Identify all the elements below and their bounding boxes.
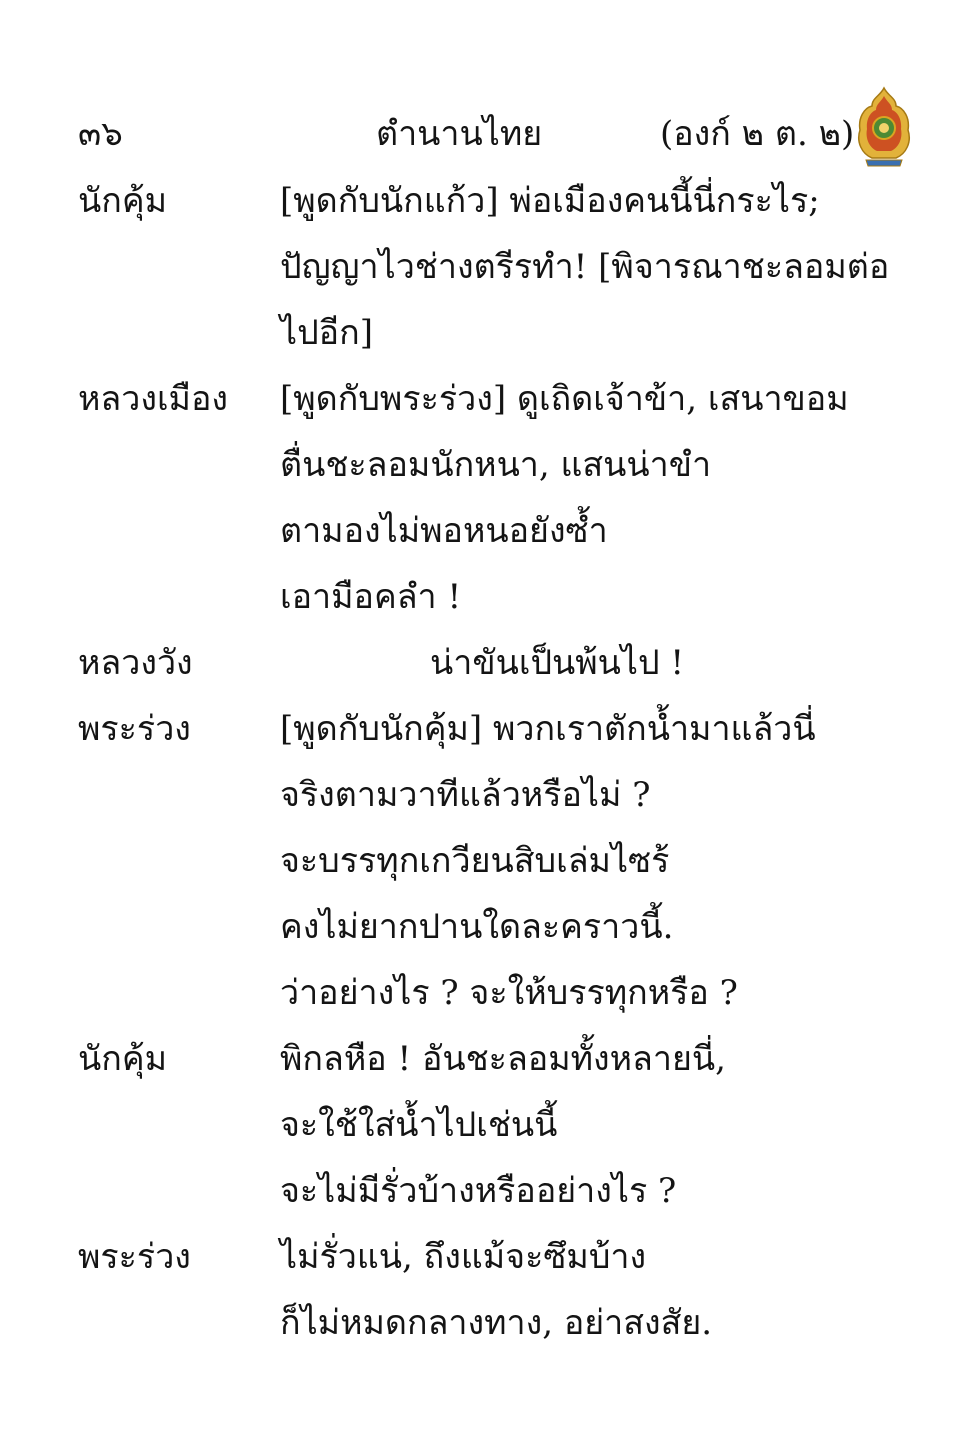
dialogue-text: จริงตามวาทีแล้วหรือไม่ ? (280, 775, 651, 815)
dialogue-text: คงไม่ยากปานใดละคราวนี้. (280, 907, 674, 947)
dialogue-text: พิกลหือ ! อันชะลอมทั้งหลายนี่, (280, 1039, 726, 1079)
dialogue-text: เอามือคลำ ! (280, 577, 462, 617)
dialogue-text: [พูดกับนักคุ้ม] พวกเราตักน้ำมาแล้วนี่ (280, 709, 816, 749)
dialogue-text: ว่าอย่างไร ? จะให้บรรทุกหรือ ? (280, 973, 738, 1013)
script-line (0, 234, 968, 300)
script-line (0, 1158, 968, 1224)
dialogue-text: จะใช้ใส่น้ำไปเช่นนี้ (280, 1105, 558, 1145)
dialogue-text: ตามองไม่พอหนอยังซ้ำ (280, 511, 608, 551)
dialogue-text: จะไม่มีรั่วบ้างหรืออย่างไร ? (280, 1171, 677, 1211)
script-line (0, 1224, 968, 1290)
script-line (0, 1026, 968, 1092)
script-line (0, 564, 968, 630)
speaker-name: หลวงวัง (78, 643, 193, 683)
dialogue-text: ตื่นชะลอมนักหนา, แสนน่าขำ (280, 445, 712, 485)
speaker-name: นักคุ้ม (78, 181, 167, 221)
script-line (0, 696, 968, 762)
running-title: ตำนานไทย (376, 114, 543, 154)
royal-seal-emblem-icon (856, 86, 912, 170)
speaker-name: นักคุ้ม (78, 1039, 167, 1079)
page-number: ๓๖ (78, 114, 123, 154)
page-header (0, 92, 968, 152)
script-line (0, 762, 968, 828)
dialogue-text: น่าขันเป็นพ้นไป ! (430, 643, 685, 683)
play-script (0, 168, 968, 1356)
dialogue-text: ไปอีก] (280, 313, 373, 353)
speaker-name: พระร่วง (78, 709, 191, 749)
dialogue-text: ไม่รั่วแน่, ถึงแม้จะซึมบ้าง (280, 1237, 647, 1277)
script-line (0, 894, 968, 960)
script-line (0, 828, 968, 894)
script-line (0, 498, 968, 564)
script-line (0, 366, 968, 432)
dialogue-text: ก็ไม่หมดกลางทาง, อย่าสงสัย. (280, 1303, 713, 1343)
script-line (0, 300, 968, 366)
script-line (0, 432, 968, 498)
speaker-name: พระร่วง (78, 1237, 191, 1277)
dialogue-text: [พูดกับนักแก้ว] พ่อเมืองคนนี้นี่กระไร; (280, 181, 820, 221)
dialogue-text: ปัญญาไวช่างตรีรทำ! [พิจารณาชะลอมต่อ (280, 247, 890, 287)
script-line (0, 1290, 968, 1356)
script-line (0, 630, 968, 696)
dialogue-text: [พูดกับพระร่วง] ดูเถิดเจ้าข้า, เสนาขอม (280, 379, 849, 419)
script-line (0, 960, 968, 1026)
script-line (0, 168, 968, 234)
speaker-name: หลวงเมือง (78, 379, 228, 419)
act-scene-label: (องก์ ๒ ต. ๒) (660, 114, 855, 154)
dialogue-text: จะบรรทุกเกวียนสิบเล่มไซร้ (280, 841, 670, 881)
script-line (0, 1092, 968, 1158)
